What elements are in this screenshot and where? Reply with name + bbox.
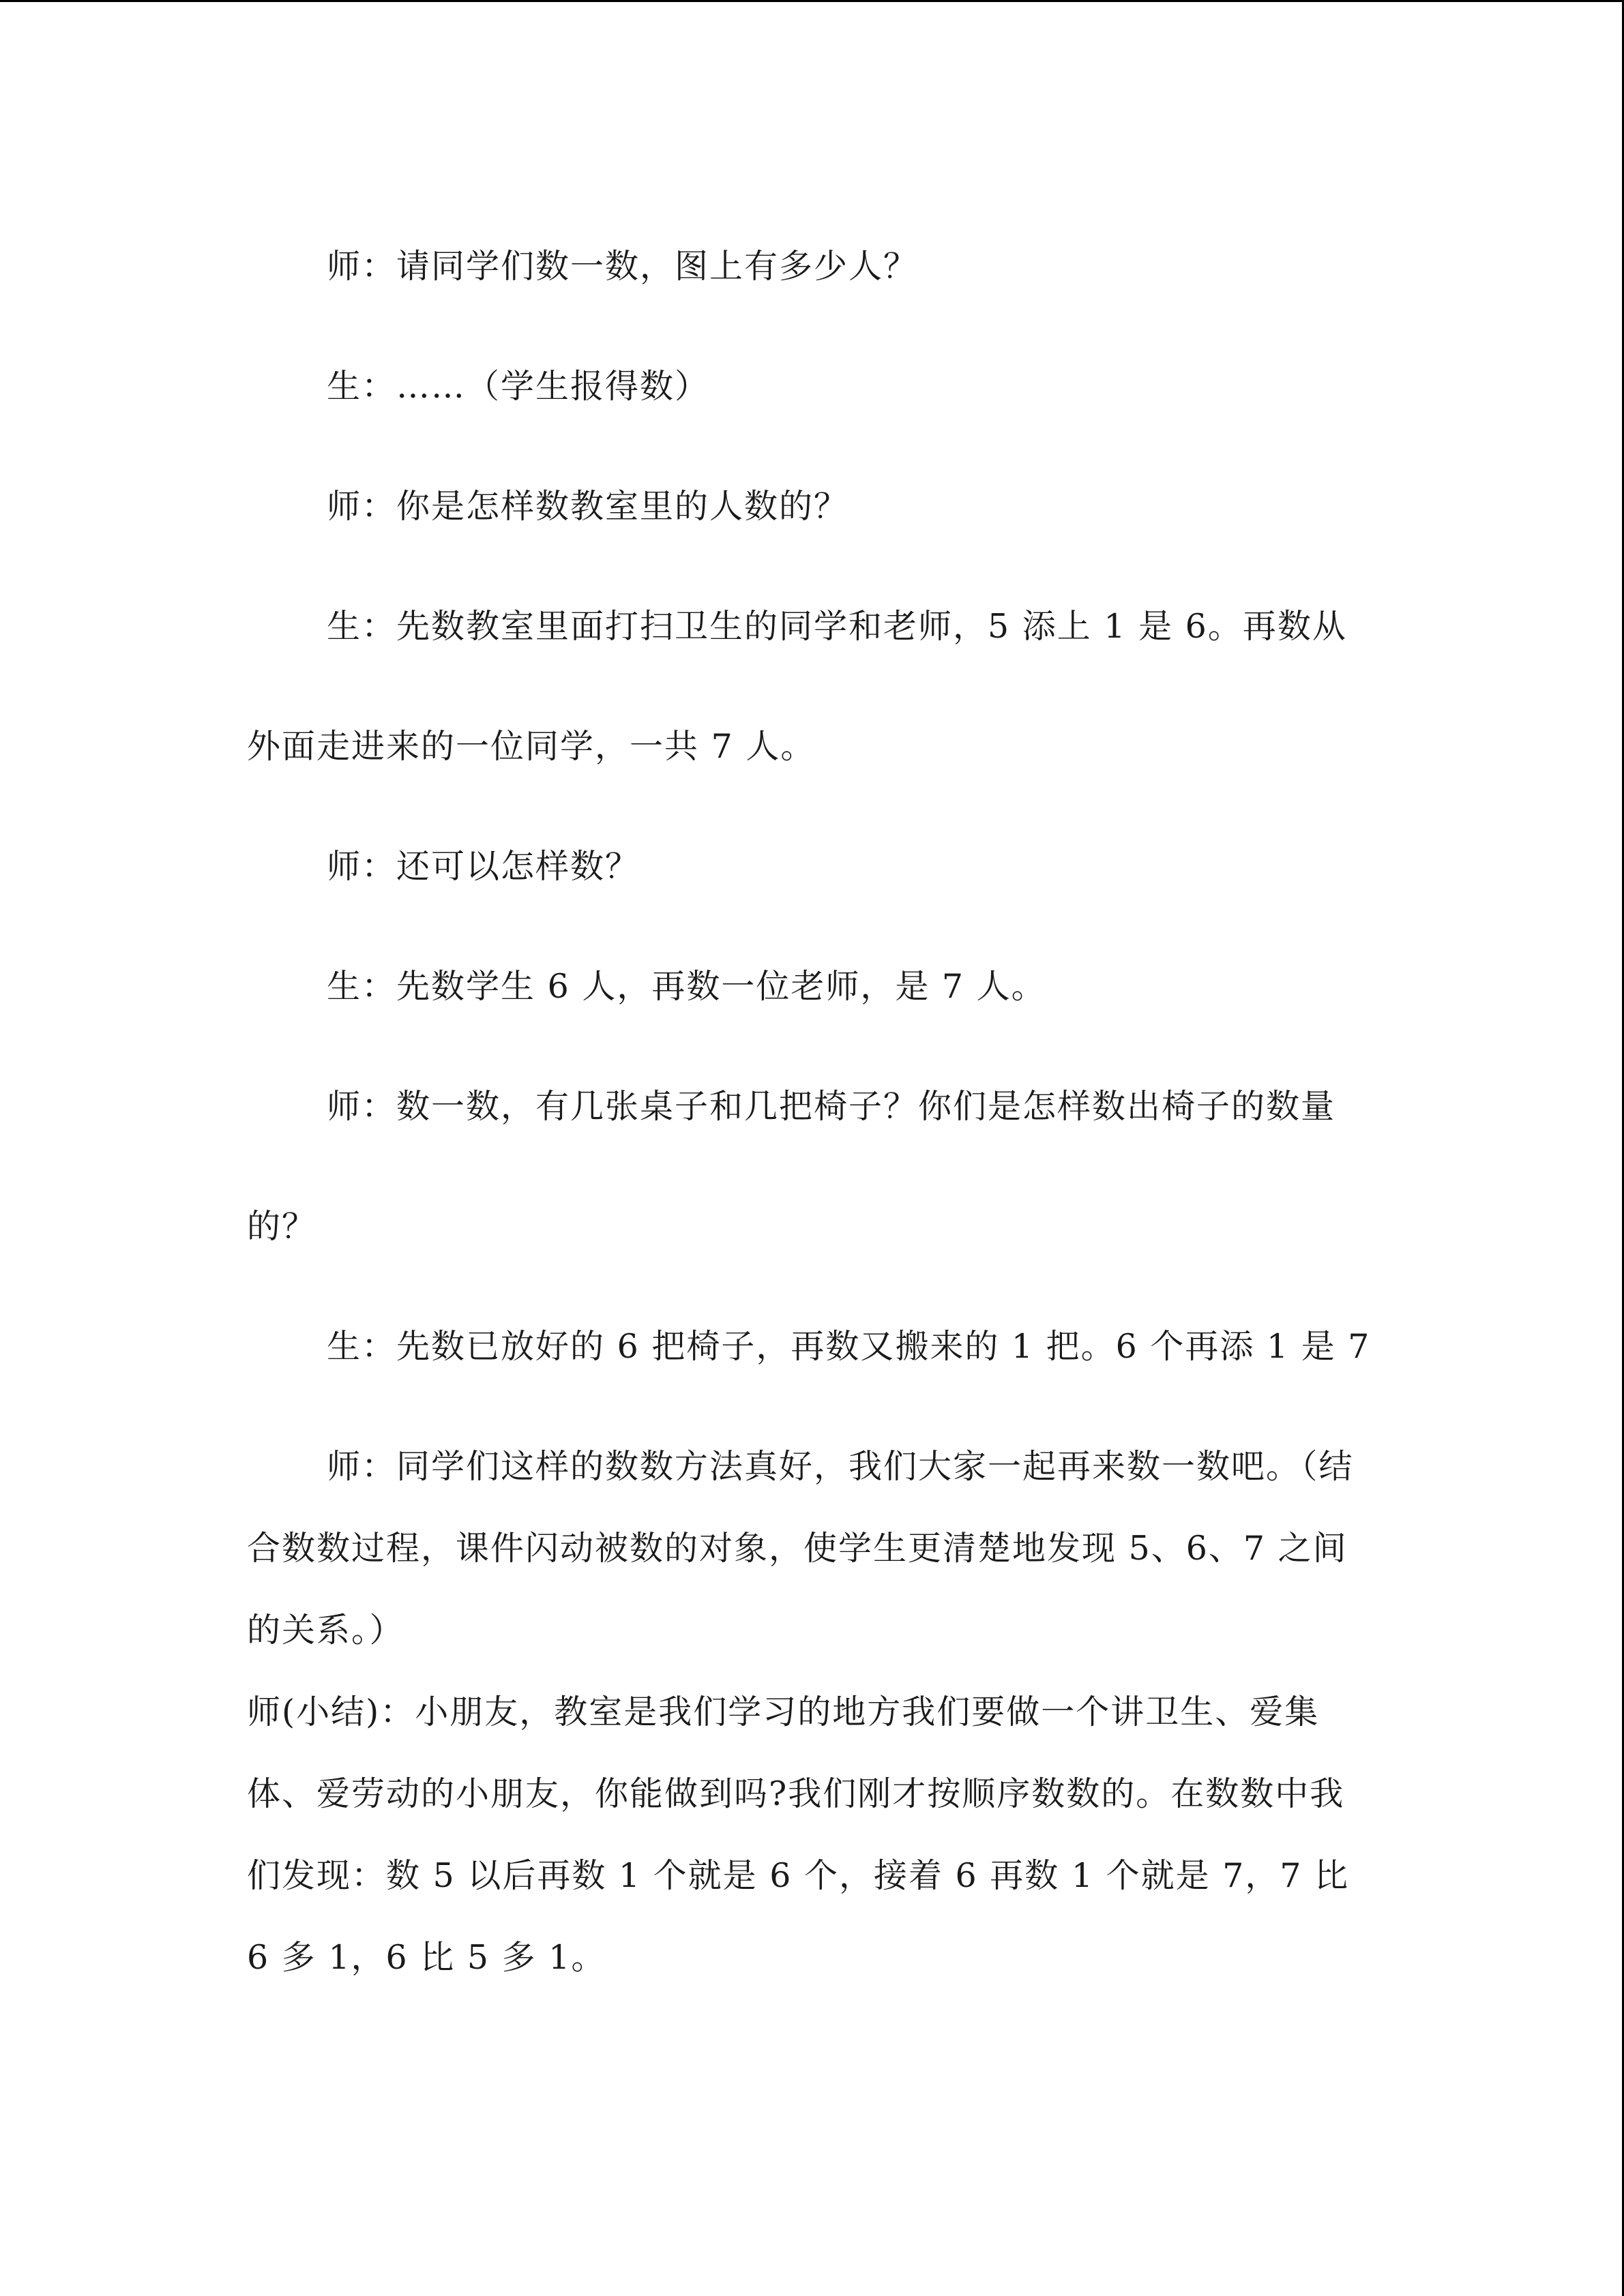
paragraph-teacher-question-method: 师：你是怎样数教室里的人数的？: [327, 487, 849, 526]
paragraph-teacher-question-count: 师：请同学们数一数，图上有多少人？: [327, 247, 919, 286]
paragraph-teacher-question-chairs: 师：数一数，有几张桌子和几把椅子？你们是怎样数出椅子的数量的？: [247, 1087, 1336, 1246]
paragraph-student-answer-chairs: 生：先数已放好的 6 把椅子，再数又搬来的 1 把。6 个再添 1 是 7: [327, 1327, 1371, 1366]
paragraph-teacher-question-other: 师：还可以怎样数？: [327, 847, 640, 886]
paragraph-student-answer-other: 生：先数学生 6 人，再数一位老师，是 7 人。: [327, 967, 1046, 1006]
paragraph-student-answer-method: 生：先数教室里面打扫卫生的同学和老师，5 添上 1 是 6。再数从外面走进来的一位同学，一共 7 人。: [247, 607, 1347, 766]
paragraph-teacher-summary: 师(小结)：小朋友，教室是我们学习的地方我们要做一个讲卫生、爱集体、爱劳动的小朋友，你能做到吗?我们刚才按顺序数数的。在数数中我们发现：数 5 以后再数 1 个就是 6 个，接着 6 再数 1 个就是 7，7 比 6 多 1，6 比 5 多 1。: [247, 1693, 1350, 1977]
document-body: [247, 207, 1379, 1999]
paragraph-teacher-praise: 师：同学们这样的数数方法真好，我们大家一起再来数一数吧。（结合数数过程，课件闪动被数的对象，使学生更清楚地发现 5、6、7 之间的关系。）: [247, 1447, 1354, 1650]
paragraph-student-answer-count: 生：……（学生报得数）: [327, 367, 710, 406]
